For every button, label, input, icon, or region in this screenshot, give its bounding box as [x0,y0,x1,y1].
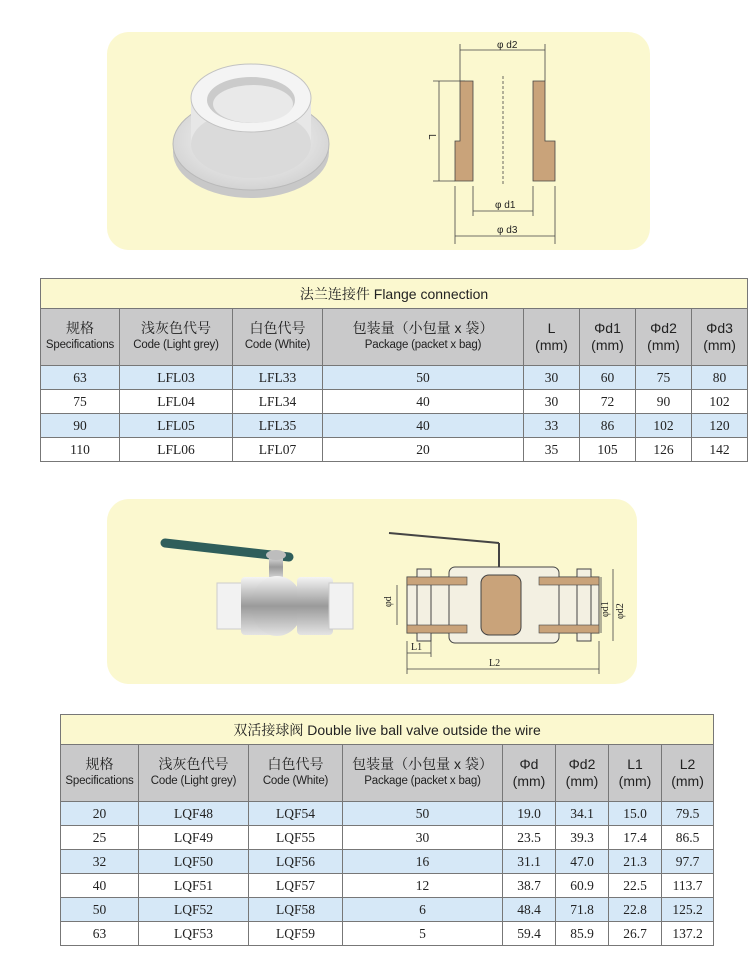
table-cell: LQF49 [139,826,249,850]
table-cell: 50 [61,898,139,922]
column-header [524,309,580,366]
column-header-primary: 浅灰色代号 [158,756,229,772]
valve-table-title: 双活接球阀 Double live ball valve outside the wire [61,715,714,745]
table-cell: 125.2 [662,898,714,922]
column-header-secondary: Package (packet x bag) [364,339,482,351]
column-header-secondary: (mm) [703,337,736,353]
table-cell: 40 [61,874,139,898]
table-cell: 79.5 [662,802,714,826]
table-cell: LQF59 [249,922,343,946]
table-cell: 38.7 [503,874,556,898]
table-row [61,850,714,874]
column-header [41,309,120,366]
table-cell: 60.9 [556,874,609,898]
column-header-secondary: (mm) [512,773,546,789]
column-header-secondary: (mm) [618,773,652,789]
column-header [662,745,714,802]
table-cell: 90 [636,390,692,414]
table-cell: LFL03 [120,366,233,390]
table-cell: LFL05 [120,414,233,438]
table-cell: 110 [41,438,120,462]
table-cell: 60 [580,366,636,390]
table-cell: 32 [61,850,139,874]
column-header [343,745,503,802]
valve-table-header [61,745,714,802]
table-cell: 102 [692,390,748,414]
table-cell: 25 [61,826,139,850]
table-cell: 16 [343,850,503,874]
table-cell: 33 [524,414,580,438]
column-header-secondary: Code (White) [244,339,311,351]
column-header-secondary: (mm) [535,337,568,353]
table-cell: LFL35 [233,414,323,438]
valve-image-panel [107,499,637,684]
column-header [61,745,139,802]
valve-table [60,714,714,946]
table-cell: 120 [692,414,748,438]
column-header-primary: 规格 [66,320,94,336]
label-d3: φ d3 [497,225,518,236]
column-header-primary: 浅灰色代号 [141,320,211,336]
table-cell: 20 [61,802,139,826]
table-cell: 90 [41,414,120,438]
table-cell: 48.4 [503,898,556,922]
column-header-secondary: Specifications [65,775,134,787]
table-cell: LQF51 [139,874,249,898]
column-header [609,745,662,802]
table-row [41,414,748,438]
table-cell: 23.5 [503,826,556,850]
table-cell: 113.7 [662,874,714,898]
table-cell: LQF53 [139,922,249,946]
table-cell: 72 [580,390,636,414]
table-cell: LFL07 [233,438,323,462]
table-cell: 6 [343,898,503,922]
column-header [556,745,609,802]
label-d1: φd1 [600,601,611,617]
table-row [61,874,714,898]
table-cell: 50 [323,366,524,390]
column-header-primary: Φd [519,756,539,772]
table-cell: LQF48 [139,802,249,826]
column-header [692,309,748,366]
valve-photo [159,525,359,665]
column-header-primary: 包装量（小包量 x 袋） [352,756,493,772]
table-cell: 142 [692,438,748,462]
column-header [249,745,343,802]
column-header-primary: Φd2 [568,756,596,772]
table-cell: 20 [323,438,524,462]
flange-table-title: 法兰连接件 Flange connection [41,279,748,309]
table-cell: 39.3 [556,826,609,850]
table-cell: 85.9 [556,922,609,946]
label-L1: L1 [411,642,423,653]
table-cell: 80 [692,366,748,390]
table-cell: 63 [41,366,120,390]
column-header-secondary: Code (Light grey) [150,775,237,787]
table-row [61,826,714,850]
column-header-secondary: (mm) [565,773,599,789]
table-row [61,802,714,826]
label-d1: φ d1 [495,200,516,211]
table-cell: LFL04 [120,390,233,414]
label-d: φd [383,596,394,607]
table-cell: 30 [524,390,580,414]
table-cell: 137.2 [662,922,714,946]
column-header-secondary: Code (White) [262,775,329,787]
table-cell: LQF54 [249,802,343,826]
column-header-secondary: Package (packet x bag) [364,775,481,787]
column-header [139,745,249,802]
table-cell: 40 [323,414,524,438]
table-cell: 71.8 [556,898,609,922]
table-cell: 17.4 [609,826,662,850]
column-header-primary: 规格 [85,756,114,772]
flange-photo [169,60,349,220]
table-cell: 126 [636,438,692,462]
table-cell: 31.1 [503,850,556,874]
column-header-primary: 包装量（小包量 x 袋） [352,320,494,336]
column-header [636,309,692,366]
table-cell: 86.5 [662,826,714,850]
column-header [503,745,556,802]
table-cell: 105 [580,438,636,462]
label-d2: φd2 [615,603,626,619]
flange-table-header [41,309,748,366]
table-cell: 12 [343,874,503,898]
column-header-primary: L2 [679,756,696,772]
column-header-secondary: (mm) [671,773,704,789]
table-cell: LQF52 [139,898,249,922]
table-cell: 97.7 [662,850,714,874]
table-cell: 35 [524,438,580,462]
column-header-secondary: Specifications [45,339,115,351]
flange-image-panel [107,32,650,250]
column-header [233,309,323,366]
table-cell: 22.8 [609,898,662,922]
table-cell: 40 [323,390,524,414]
valve-drawing [379,529,629,679]
table-cell: LFL06 [120,438,233,462]
column-header-secondary: Code (Light grey) [133,339,219,351]
label-L: L [426,134,437,140]
column-header [323,309,524,366]
column-header [120,309,233,366]
table-cell: 75 [41,390,120,414]
table-cell: LFL34 [233,390,323,414]
column-header-primary: Φd1 [594,320,621,336]
table-cell: LQF57 [249,874,343,898]
table-cell: 75 [636,366,692,390]
table-cell: 26.7 [609,922,662,946]
flange-drawing [415,36,595,248]
table-cell: LQF50 [139,850,249,874]
table-row [61,898,714,922]
table-cell: LFL33 [233,366,323,390]
column-header-primary: Φd2 [650,320,677,336]
table-row [61,922,714,946]
table-cell: 22.5 [609,874,662,898]
table-row [41,390,748,414]
table-row [41,366,748,390]
label-d2: φ d2 [497,40,518,51]
table-cell: 47.0 [556,850,609,874]
column-header-secondary: (mm) [647,337,680,353]
table-cell: 21.3 [609,850,662,874]
table-cell: 102 [636,414,692,438]
column-header-primary: 白色代号 [267,756,324,772]
table-cell: 63 [61,922,139,946]
table-cell: 30 [343,826,503,850]
table-row [41,438,748,462]
table-cell: 15.0 [609,802,662,826]
flange-table [40,278,748,462]
column-header-primary: Φd3 [706,320,733,336]
table-cell: LQF58 [249,898,343,922]
table-cell: LQF56 [249,850,343,874]
table-cell: 50 [343,802,503,826]
table-cell: 86 [580,414,636,438]
column-header [580,309,636,366]
column-header-primary: L [547,320,556,336]
table-cell: LQF55 [249,826,343,850]
column-header-primary: 白色代号 [249,320,306,336]
table-cell: 30 [524,366,580,390]
column-header-secondary: (mm) [591,337,624,353]
column-header-primary: L1 [627,756,643,772]
label-L2: L2 [489,658,501,669]
table-cell: 19.0 [503,802,556,826]
table-cell: 59.4 [503,922,556,946]
table-cell: 34.1 [556,802,609,826]
table-cell: 5 [343,922,503,946]
